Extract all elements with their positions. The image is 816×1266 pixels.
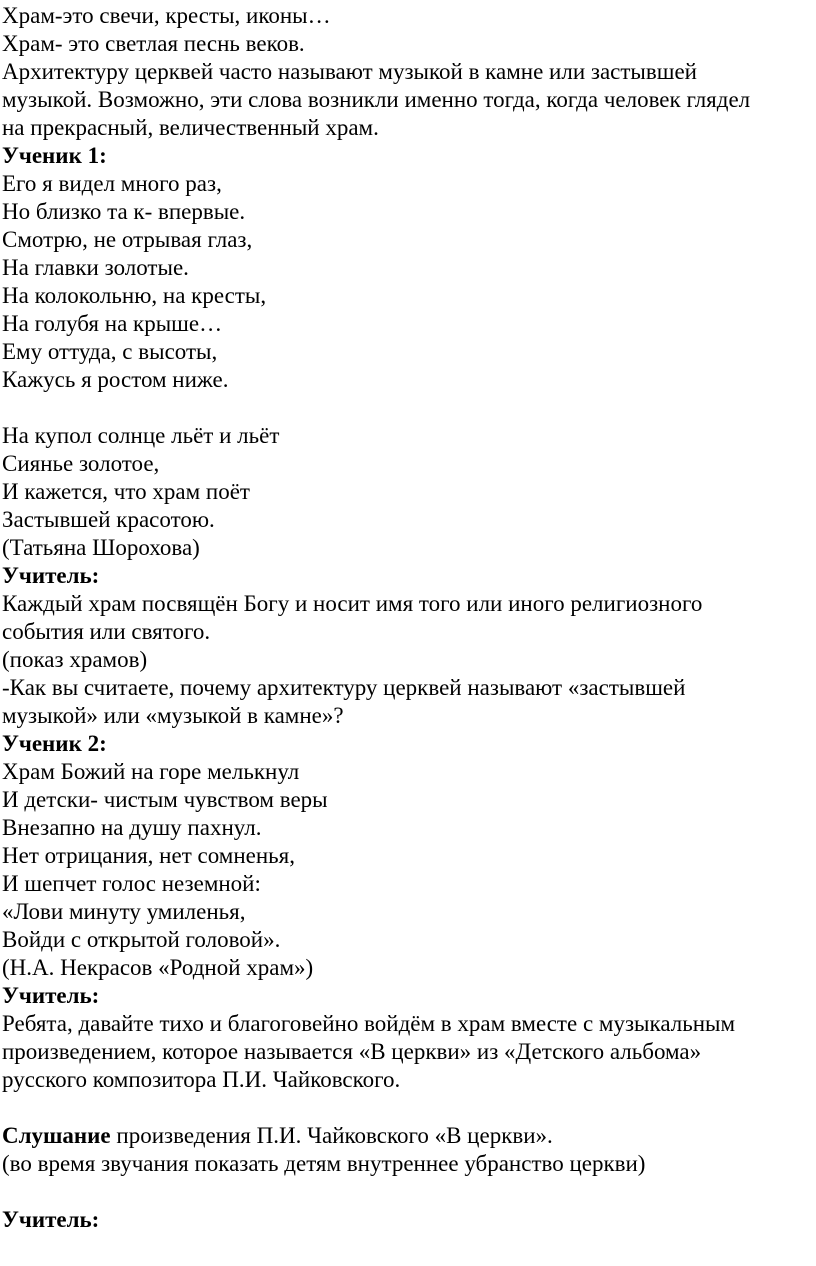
poem-line: Храм Божий на горе мелькнул [2,759,300,784]
text-line: произведением, которое называется «В церкви» из «Детского альбома» [2,1039,702,1064]
poem-line: И детски- чистым чувством веры [2,787,328,812]
text-line: музыкой» или «музыкой в камне»? [2,703,344,728]
poem-line: Нет отрицания, нет сомненья, [2,843,295,868]
speaker-label: Учитель: [2,983,100,1008]
listening-bold-word: Слушание [2,1123,111,1148]
poem-line: На голубя на крыше… [2,311,223,336]
poem-line: На купол солнце льёт и льёт [2,423,280,448]
text-line: русского композитора П.И. Чайковского. [2,1067,401,1092]
poem-line: Кажусь я ростом ниже. [2,367,229,392]
speaker-label: Учитель: [2,563,100,588]
poem-line: Сиянье золотое, [2,451,160,476]
blank-line [2,394,816,422]
poem-line: И шепчет голос неземной: [2,871,261,896]
poem-line: Войди с открытой головой». [2,927,281,952]
listening-note: (во время звучания показать детям внутреннее убранство церкви) [2,1151,646,1176]
student1-section [2,142,816,562]
intro-line: музыкой. Возможно, эти слова возникли именно тогда, когда человек глядел [2,87,751,112]
poem-line: Но близко та к- впервые. [2,199,246,224]
speaker-label: Учитель: [2,1207,100,1232]
poem-line: Его я видел много раз, [2,171,222,196]
intro-line: Храм- это светлая песнь веков. [2,31,305,56]
teacher3-section [2,1206,816,1234]
intro-line: Архитектуру церквей часто называют музыкой в камне или застывшей [2,59,697,84]
speaker-label: Ученик 2: [2,731,107,756]
teacher1-section [2,562,816,730]
blank-line [2,1178,816,1206]
poem-line: «Лови минуту умиленья, [2,899,246,924]
text-line: события или святого. [2,619,211,644]
poem-author: (Н.А. Некрасов «Родной храм») [2,955,314,980]
listening-section [2,1122,816,1178]
poem-line: На главки золотые. [2,255,189,280]
text-line: (показ храмов) [2,647,148,672]
poem-line: Внезапно на душу пахнул. [2,815,262,840]
blank-line [2,1094,816,1122]
poem-author: (Татьяна Шорохова) [2,535,200,560]
intro-line: на прекрасный, величественный храм. [2,115,379,140]
poem-line: На колокольню, на кресты, [2,283,267,308]
text-line: Каждый храм посвящён Богу и носит имя того или иного религиозного [2,591,703,616]
listening-text: произведения П.И. Чайковского «В церкви». [110,1123,553,1148]
intro-line: Храм-это свечи, кресты, иконы… [2,3,331,28]
student2-section [2,730,816,982]
poem-line: И кажется, что храм поёт [2,479,250,504]
teacher2-section [2,982,816,1094]
poem-line: Смотрю, не отрывая глаз, [2,227,253,252]
speaker-label: Ученик 1: [2,143,107,168]
text-line: Ребята, давайте тихо и благоговейно войдём в храм вместе с музыкальным [2,1011,736,1036]
text-line: -Как вы считаете, почему архитектуру церквей называют «застывшей [2,675,686,700]
intro-section [2,2,816,142]
poem-line: Застывшей красотою. [2,507,215,532]
poem-line: Ему оттуда, с высоты, [2,339,218,364]
listening-line [2,1122,816,1150]
